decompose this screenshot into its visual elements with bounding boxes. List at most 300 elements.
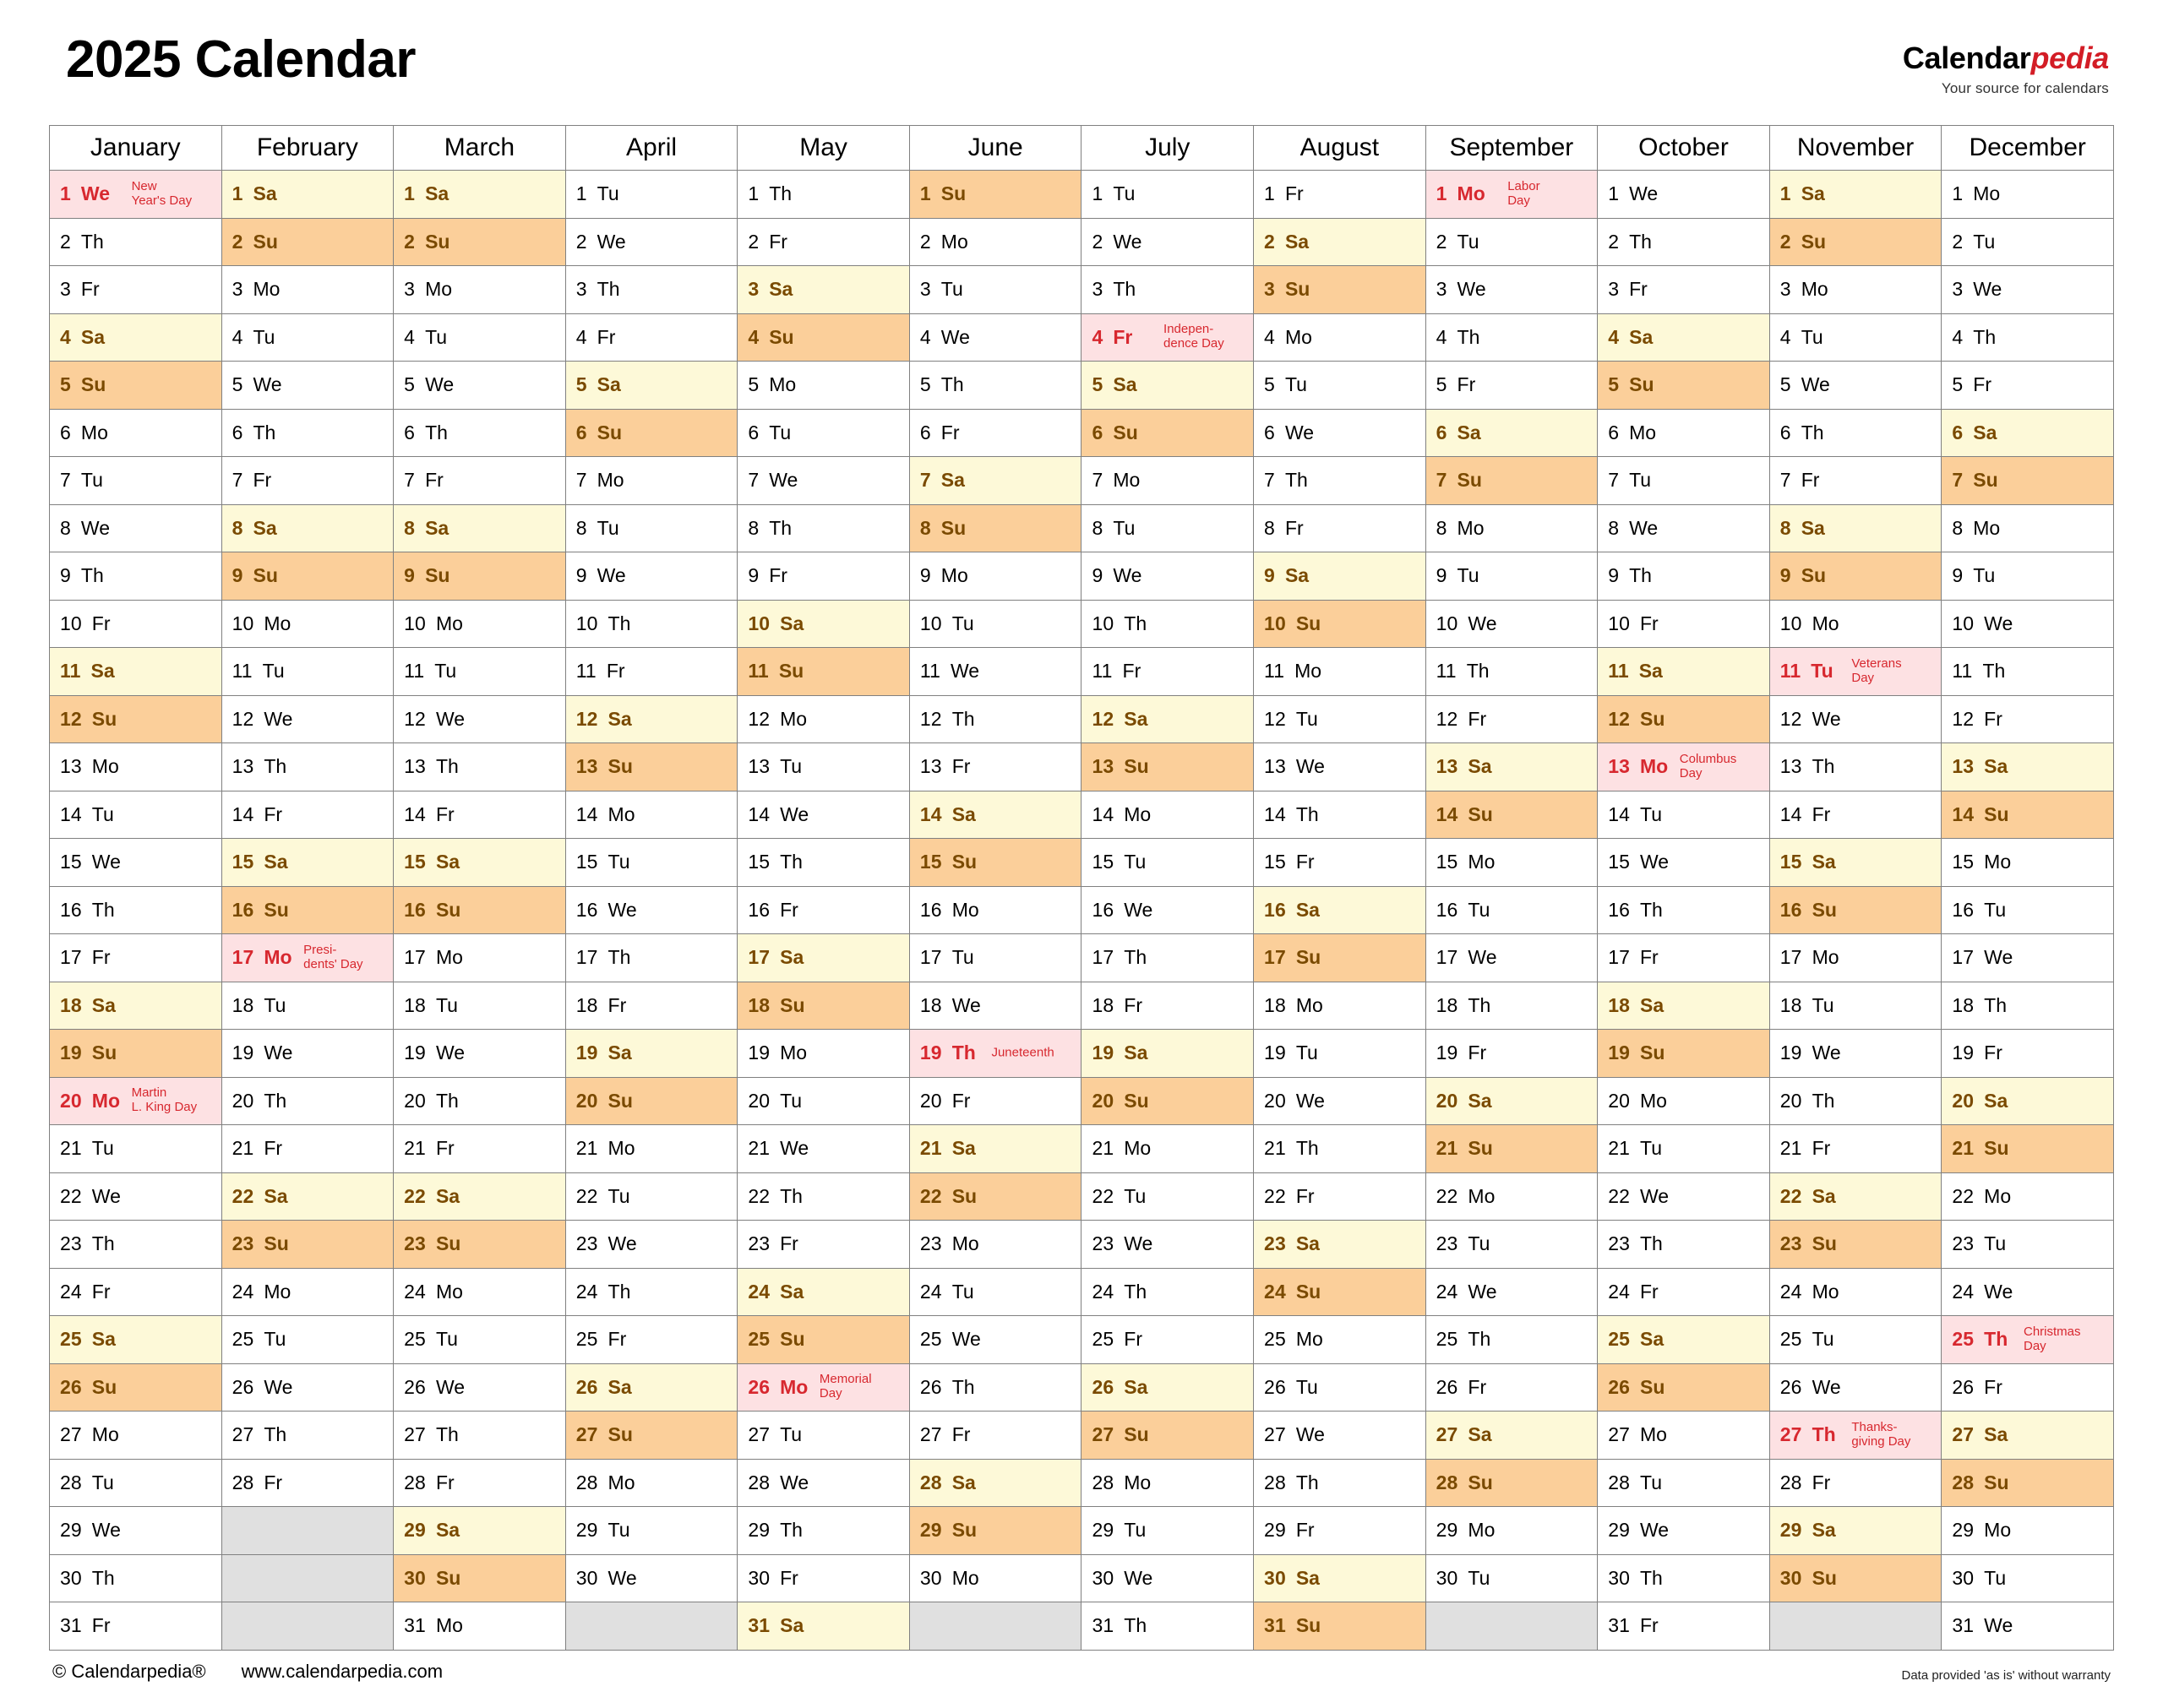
day-of-week: Mo xyxy=(1984,1519,2012,1542)
day-cell xyxy=(50,313,222,362)
day-number: 20 xyxy=(1779,1089,1802,1112)
day-cell xyxy=(1769,695,1942,743)
day-cell xyxy=(1598,266,1770,314)
day-of-week: Su xyxy=(1640,1042,1665,1064)
day-cell-content xyxy=(1942,410,2113,456)
day-cell-content xyxy=(394,1602,565,1649)
day-cell xyxy=(565,1316,738,1364)
day-number: 9 xyxy=(1608,564,1620,587)
day-number: 28 xyxy=(919,1471,942,1493)
day-number: 7 xyxy=(404,469,416,492)
day-of-week: Su xyxy=(1812,898,1837,921)
day-number: 15 xyxy=(1952,851,1975,873)
day-number: 5 xyxy=(1436,373,1447,396)
day-cell-content xyxy=(1254,410,1425,456)
day-of-week: Tu xyxy=(607,1519,630,1542)
day-number: 30 xyxy=(919,1566,942,1589)
day-of-week: We xyxy=(91,1519,121,1542)
day-number: 4 xyxy=(1436,325,1447,348)
day-cell xyxy=(1254,1459,1426,1507)
day-cell xyxy=(1082,934,1254,982)
day-number: 3 xyxy=(1436,278,1447,301)
day-number: 6 xyxy=(1952,421,1964,443)
day-of-week: Tu xyxy=(1973,230,1996,253)
day-cell-content xyxy=(394,839,565,885)
day-of-week: Su xyxy=(1295,946,1321,969)
day-number: 31 xyxy=(1952,1614,1975,1637)
day-cell-content xyxy=(1942,1602,2113,1649)
website-url[interactable]: www.calendarpedia.com xyxy=(241,1660,444,1682)
day-number: 26 xyxy=(1436,1375,1458,1398)
day-cell-content xyxy=(1942,1412,2113,1458)
day-number: 7 xyxy=(1779,469,1791,492)
day-cell xyxy=(1254,600,1426,648)
day-cell-content xyxy=(1598,410,1769,456)
holiday-label: Labor Day xyxy=(1507,178,1540,208)
day-cell-content xyxy=(1082,362,1253,408)
day-of-week: Mo xyxy=(1124,1137,1152,1160)
month-header-october: October xyxy=(1598,126,1770,171)
day-cell-content xyxy=(910,839,1082,885)
day-of-week: Mo xyxy=(1984,1184,2012,1207)
day-number: 8 xyxy=(1608,516,1620,539)
day-cell-content xyxy=(222,601,394,647)
day-cell-content xyxy=(50,410,221,456)
day-cell xyxy=(221,218,394,266)
day-cell xyxy=(909,362,1082,410)
day-of-week: Mo xyxy=(1295,1328,1323,1351)
day-of-week: Fr xyxy=(951,1089,971,1112)
day-number: 14 xyxy=(60,802,82,825)
day-cell-content xyxy=(1942,1125,2113,1172)
day-of-week: Sa xyxy=(1973,421,1997,443)
day-number: 15 xyxy=(60,851,82,873)
day-number: 19 xyxy=(1264,1042,1286,1064)
day-cell-content xyxy=(1770,839,1942,885)
day-cell-content xyxy=(566,1507,738,1553)
day-of-week: Su xyxy=(1457,469,1482,492)
day-of-week: Mo xyxy=(940,230,968,253)
day-number: 8 xyxy=(1952,516,1964,539)
day-number: 29 xyxy=(404,1519,426,1542)
day-number: 7 xyxy=(1952,469,1964,492)
day-number: 26 xyxy=(748,1375,771,1398)
holiday-label: New Year's Day xyxy=(131,178,193,208)
day-of-week: We xyxy=(1801,373,1830,396)
day-cell xyxy=(1082,1554,1254,1602)
day-number: 10 xyxy=(404,612,426,634)
day-number: 5 xyxy=(404,373,416,396)
day-cell xyxy=(1082,1507,1254,1555)
day-cell xyxy=(565,218,738,266)
day-cell xyxy=(909,1077,1082,1125)
day-of-week: Fr xyxy=(951,755,971,778)
day-cell xyxy=(1082,1363,1254,1412)
day-cell xyxy=(221,552,394,601)
day-number: 10 xyxy=(575,612,598,634)
day-of-week: Su xyxy=(1984,802,2009,825)
day-cell xyxy=(909,218,1082,266)
day-cell xyxy=(1082,1077,1254,1125)
day-cell xyxy=(221,504,394,552)
day-of-week: Mo xyxy=(435,1614,463,1637)
day-of-week: Th xyxy=(1295,1471,1319,1493)
day-cell xyxy=(1082,1459,1254,1507)
day-number: 15 xyxy=(748,851,771,873)
day-number: 22 xyxy=(575,1184,598,1207)
day-number: 3 xyxy=(919,278,931,301)
day-cell xyxy=(738,362,910,410)
day-cell xyxy=(221,695,394,743)
day-number: 10 xyxy=(1608,612,1630,634)
day-cell-content xyxy=(1082,839,1253,885)
day-number: 3 xyxy=(1952,278,1964,301)
day-cell xyxy=(50,600,222,648)
day-cell xyxy=(1942,171,2114,219)
day-cell xyxy=(909,504,1082,552)
day-cell-content xyxy=(1426,410,1598,456)
day-cell xyxy=(565,791,738,839)
brand-logo xyxy=(1903,41,2109,76)
day-number: 1 xyxy=(1092,182,1103,205)
day-cell-content xyxy=(50,1460,221,1506)
day-of-week: Fr xyxy=(1295,1519,1315,1542)
day-number: 21 xyxy=(1779,1137,1802,1160)
day-cell-content xyxy=(738,791,909,838)
day-number: 24 xyxy=(1779,1280,1802,1303)
day-of-week: Th xyxy=(1973,325,1997,348)
day-cell xyxy=(909,934,1082,982)
day-cell xyxy=(50,1316,222,1364)
day-cell-content xyxy=(1598,505,1769,552)
day-of-week: We xyxy=(1295,1089,1325,1112)
day-number: 8 xyxy=(1779,516,1791,539)
day-of-week: Su xyxy=(1468,1137,1493,1160)
day-cell xyxy=(1942,600,2114,648)
day-cell xyxy=(1425,1507,1598,1555)
day-cell xyxy=(50,1125,222,1173)
day-of-week: Th xyxy=(1640,898,1663,921)
day-number: 27 xyxy=(60,1423,82,1446)
day-number: 1 xyxy=(232,182,243,205)
day-cell-content xyxy=(1598,1460,1769,1506)
day-of-week: We xyxy=(1812,1042,1841,1064)
day-cell xyxy=(221,648,394,696)
day-cell xyxy=(1082,1221,1254,1269)
day-number: 4 xyxy=(232,325,243,348)
day-number: 7 xyxy=(1092,469,1103,492)
day-number: 5 xyxy=(1092,373,1103,396)
day-of-week: Tu xyxy=(435,1328,458,1351)
day-cell xyxy=(221,313,394,362)
day-cell-content xyxy=(50,1364,221,1411)
day-of-week: Tu xyxy=(1295,1042,1318,1064)
day-cell xyxy=(394,1077,566,1125)
day-number: 13 xyxy=(1436,755,1458,778)
day-cell-content xyxy=(50,1316,221,1363)
day-of-week: Th xyxy=(1124,946,1147,969)
day-of-week: Sa xyxy=(1801,182,1825,205)
day-cell xyxy=(50,648,222,696)
day-of-week: Sa xyxy=(1984,1423,2008,1446)
day-of-week: Su xyxy=(1295,612,1321,634)
day-cell-content xyxy=(394,552,565,599)
day-number: 16 xyxy=(1608,898,1630,921)
day-of-week: Su xyxy=(1801,564,1827,587)
calendar-row xyxy=(50,934,2114,982)
day-cell-content xyxy=(1254,1125,1425,1172)
day-cell xyxy=(1942,1316,2114,1364)
day-of-week: Su xyxy=(1284,278,1310,301)
day-cell-content xyxy=(1942,1507,2113,1553)
day-cell xyxy=(50,1602,222,1651)
day-of-week: Th xyxy=(1640,1566,1663,1589)
day-cell-content xyxy=(1426,648,1598,694)
day-number: 7 xyxy=(1264,469,1275,492)
day-cell-content xyxy=(738,934,909,981)
day-of-week: Fr xyxy=(1984,707,2002,730)
day-of-week: We xyxy=(435,1042,466,1064)
day-of-week: Mo xyxy=(1984,851,2012,873)
day-of-week: Tu xyxy=(1284,373,1307,396)
day-number: 22 xyxy=(60,1184,82,1207)
day-number: 10 xyxy=(232,612,254,634)
day-of-week: Su xyxy=(1468,1471,1493,1493)
day-of-week: Tu xyxy=(1812,1328,1834,1351)
day-cell xyxy=(1425,552,1598,601)
day-number: 18 xyxy=(60,993,82,1016)
day-number: 17 xyxy=(1092,946,1114,969)
day-cell xyxy=(1598,600,1770,648)
month-header-august: August xyxy=(1254,126,1426,171)
day-cell xyxy=(394,266,566,314)
day-cell xyxy=(565,1507,738,1555)
day-of-week: Su xyxy=(1629,373,1654,396)
day-cell xyxy=(1942,552,2114,601)
day-cell xyxy=(221,362,394,410)
day-number: 11 xyxy=(748,660,769,683)
day-cell-content xyxy=(1254,982,1425,1029)
day-of-week: Fr xyxy=(780,1566,798,1589)
day-cell-content xyxy=(1942,1460,2113,1506)
day-of-week: Sa xyxy=(780,612,804,634)
day-of-week: Su xyxy=(435,1566,461,1589)
day-of-week: Th xyxy=(607,612,631,634)
day-number: 9 xyxy=(404,564,416,587)
day-cell xyxy=(394,1507,566,1555)
day-cell-content xyxy=(50,1173,221,1220)
day-of-week: Th xyxy=(91,1232,115,1255)
day-number: 24 xyxy=(1092,1280,1114,1303)
day-number: 21 xyxy=(575,1137,598,1160)
day-of-week: Su xyxy=(91,707,117,730)
day-cell-content xyxy=(394,601,565,647)
holiday-label: Martin L. King Day xyxy=(131,1085,198,1115)
day-of-week: Su xyxy=(780,1328,805,1351)
day-cell xyxy=(565,266,738,314)
day-of-week: Tu xyxy=(264,993,286,1016)
day-cell-content xyxy=(738,1316,909,1363)
day-cell xyxy=(909,1459,1082,1507)
day-cell xyxy=(565,1554,738,1602)
day-of-week: Sa xyxy=(1113,373,1137,396)
day-of-week: Sa xyxy=(780,1614,804,1637)
day-of-week: Sa xyxy=(1295,1566,1320,1589)
day-cell-content xyxy=(910,1078,1082,1124)
day-cell xyxy=(1254,171,1426,219)
day-number: 19 xyxy=(1608,1042,1630,1064)
day-cell-content xyxy=(738,1364,909,1411)
day-cell xyxy=(1598,1412,1770,1460)
day-number: 24 xyxy=(1608,1280,1630,1303)
day-of-week: Fr xyxy=(1640,1280,1659,1303)
day-number: 7 xyxy=(60,469,71,492)
day-cell-empty xyxy=(1769,1602,1942,1651)
day-cell xyxy=(1254,1363,1426,1412)
day-of-week: Sa xyxy=(1984,755,2008,778)
day-number: 20 xyxy=(1092,1089,1114,1112)
day-of-week: Fr xyxy=(780,1232,798,1255)
day-of-week: Su xyxy=(607,755,633,778)
page-title: 2025 Calendar xyxy=(66,30,416,89)
day-of-week: Su xyxy=(780,993,805,1016)
day-cell-content xyxy=(222,410,394,456)
day-cell-empty xyxy=(565,1602,738,1651)
day-cell-content xyxy=(738,362,909,408)
day-number: 25 xyxy=(1092,1328,1114,1351)
day-of-week: Mo xyxy=(1812,1280,1839,1303)
day-cell-content xyxy=(910,1030,1082,1076)
day-of-week: We xyxy=(1812,707,1841,730)
day-number: 9 xyxy=(748,564,760,587)
day-cell-content xyxy=(1426,266,1598,313)
day-of-week: Fr xyxy=(769,230,787,253)
day-cell-content xyxy=(566,314,738,361)
day-of-week: Mo xyxy=(264,946,292,969)
day-of-week: Sa xyxy=(951,1471,976,1493)
day-number: 27 xyxy=(404,1423,426,1446)
day-of-week: Fr xyxy=(435,802,455,825)
month-header-march: March xyxy=(394,126,566,171)
day-of-week: Fr xyxy=(425,469,444,492)
day-of-week: We xyxy=(607,898,637,921)
day-of-week: Mo xyxy=(607,1471,635,1493)
day-cell xyxy=(1942,1221,2114,1269)
day-of-week: Fr xyxy=(607,993,627,1016)
day-cell-content xyxy=(738,314,909,361)
day-cell xyxy=(909,1554,1082,1602)
day-cell xyxy=(565,982,738,1030)
day-cell-content xyxy=(1254,1460,1425,1506)
day-of-week: Th xyxy=(951,707,975,730)
day-cell xyxy=(1942,1172,2114,1221)
day-of-week: We xyxy=(607,1566,637,1589)
day-cell xyxy=(1942,1363,2114,1412)
day-of-week: We xyxy=(1640,1519,1670,1542)
day-of-week: Tu xyxy=(1973,564,1996,587)
day-of-week: Sa xyxy=(1812,1184,1836,1207)
day-cell xyxy=(1598,457,1770,505)
day-of-week: Th xyxy=(1812,1423,1836,1446)
day-of-week: Th xyxy=(1629,564,1652,587)
day-cell xyxy=(221,886,394,934)
day-cell-content xyxy=(1598,1555,1769,1602)
day-number: 6 xyxy=(60,421,71,443)
day-cell-content xyxy=(1254,1221,1425,1267)
day-number: 8 xyxy=(575,516,587,539)
day-number: 4 xyxy=(1092,325,1103,348)
day-cell xyxy=(1942,218,2114,266)
day-cell xyxy=(1082,1268,1254,1316)
day-cell xyxy=(909,1412,1082,1460)
day-of-week: Sa xyxy=(1284,564,1310,587)
day-cell xyxy=(738,695,910,743)
day-cell xyxy=(394,1268,566,1316)
holiday-label: Memorial Day xyxy=(819,1372,872,1401)
day-cell xyxy=(1082,1125,1254,1173)
day-cell xyxy=(909,1316,1082,1364)
day-cell xyxy=(394,1363,566,1412)
day-of-week: Th xyxy=(1295,1137,1319,1160)
day-cell-content xyxy=(738,1078,909,1124)
day-number: 7 xyxy=(748,469,760,492)
day-number: 21 xyxy=(1952,1137,1975,1160)
day-number: 13 xyxy=(1779,755,1802,778)
day-cell xyxy=(1598,218,1770,266)
day-number: 23 xyxy=(1608,1232,1630,1255)
day-cell xyxy=(221,1172,394,1221)
day-cell-content xyxy=(566,982,738,1029)
day-cell xyxy=(565,313,738,362)
day-number: 28 xyxy=(1779,1471,1802,1493)
day-cell xyxy=(565,934,738,982)
day-cell xyxy=(50,934,222,982)
day-number: 22 xyxy=(232,1184,254,1207)
day-cell-content xyxy=(394,791,565,838)
calendar-row xyxy=(50,504,2114,552)
day-cell-content xyxy=(738,1507,909,1553)
brand-block xyxy=(1903,32,2114,97)
day-cell xyxy=(394,600,566,648)
day-cell xyxy=(909,600,1082,648)
day-of-week: Su xyxy=(425,564,450,587)
day-number: 11 xyxy=(1608,660,1629,683)
day-of-week: Tu xyxy=(434,660,457,683)
day-of-week: We xyxy=(253,373,282,396)
day-cell-content xyxy=(1770,1364,1942,1411)
day-cell-content xyxy=(1426,1507,1598,1553)
day-cell xyxy=(1598,362,1770,410)
day-of-week: We xyxy=(951,993,981,1016)
day-cell xyxy=(1942,1554,2114,1602)
day-cell-content xyxy=(566,791,738,838)
day-number: 30 xyxy=(575,1566,598,1589)
day-cell xyxy=(50,1268,222,1316)
day-number: 21 xyxy=(1264,1137,1286,1160)
day-cell-content xyxy=(910,1555,1082,1602)
day-cell-content xyxy=(50,1507,221,1553)
day-number: 23 xyxy=(748,1232,771,1255)
day-cell xyxy=(1082,600,1254,648)
day-cell-content xyxy=(394,505,565,552)
day-number: 5 xyxy=(60,373,71,396)
day-number: 28 xyxy=(1264,1471,1286,1493)
day-of-week: Tu xyxy=(780,1423,803,1446)
day-cell xyxy=(1942,409,2114,457)
day-number: 18 xyxy=(1436,993,1458,1016)
day-cell xyxy=(1598,1507,1770,1555)
day-of-week: We xyxy=(1124,1566,1153,1589)
